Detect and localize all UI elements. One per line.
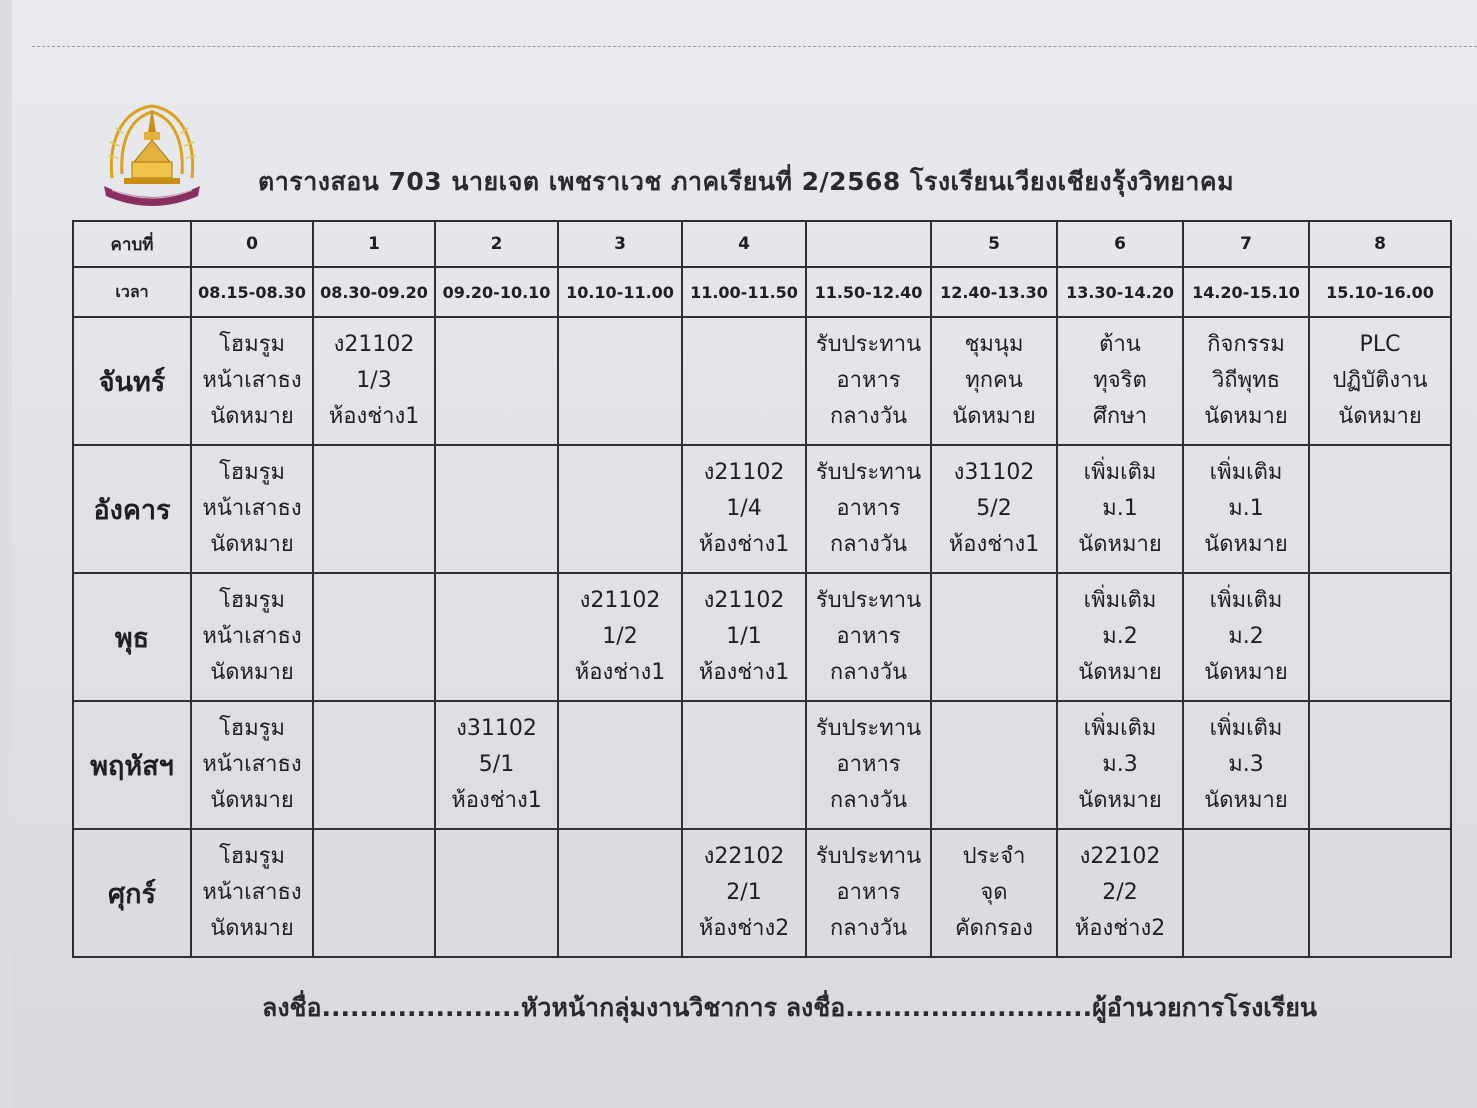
time-slot: 10.10-11.00 bbox=[558, 267, 682, 317]
cell-line: ห้องช่าง1 bbox=[451, 788, 542, 813]
cell-line: เพิ่มเติม bbox=[1083, 716, 1157, 741]
period-number: 7 bbox=[1183, 221, 1309, 267]
cell-line: กลางวัน bbox=[829, 788, 908, 813]
schedule-cell bbox=[682, 829, 806, 957]
cell-line: ง22102 bbox=[703, 844, 785, 869]
cell-line: 5/1 bbox=[478, 752, 515, 777]
schedule-cell bbox=[1183, 445, 1309, 573]
cell-line: นัดหมาย bbox=[952, 404, 1036, 429]
schedule-cell bbox=[313, 573, 435, 701]
cell-line: รับประทาน bbox=[815, 332, 922, 357]
schedule-cell bbox=[191, 829, 313, 957]
cell-line: นัดหมาย bbox=[1078, 788, 1162, 813]
cell-line: เพิ่มเติม bbox=[1209, 460, 1283, 485]
day-label: จันทร์ bbox=[73, 317, 191, 445]
schedule-cell bbox=[558, 317, 682, 445]
cell-line: หน้าเสาธง bbox=[202, 880, 302, 905]
schedule-cell bbox=[435, 701, 558, 829]
school-emblem-icon bbox=[94, 98, 210, 214]
schedule-cell bbox=[806, 317, 931, 445]
cell-line: นัดหมาย bbox=[1338, 404, 1422, 429]
cell-line: ห้องช่าง1 bbox=[698, 532, 790, 557]
cell-line: โฮมรูม bbox=[218, 588, 286, 613]
cell-line: เพิ่มเติม bbox=[1209, 588, 1283, 613]
cell-line: เพิ่มเติม bbox=[1083, 460, 1157, 485]
schedule-cell bbox=[931, 445, 1057, 573]
schedule-cell bbox=[682, 701, 806, 829]
cell-line: 1/1 bbox=[726, 624, 762, 649]
schedule-cell bbox=[1183, 701, 1309, 829]
cell-line: ทุกคน bbox=[965, 368, 1023, 393]
cell-line: ห้องช่าง1 bbox=[948, 532, 1040, 557]
cell-line: ง21102 bbox=[703, 460, 785, 485]
period-number: 4 bbox=[682, 221, 806, 267]
cell-line: ห้องช่าง1 bbox=[698, 660, 790, 685]
cell-line: กลางวัน bbox=[829, 404, 908, 429]
cell-line: โฮมรูม bbox=[218, 460, 286, 485]
cell-line: นัดหมาย bbox=[210, 404, 294, 429]
cell-line: ชุมนุม bbox=[964, 332, 1024, 357]
period-number: 3 bbox=[558, 221, 682, 267]
time-slot: 14.20-15.10 bbox=[1183, 267, 1309, 317]
cell-line: เพิ่มเติม bbox=[1209, 716, 1283, 741]
cell-line: 1/3 bbox=[356, 368, 392, 393]
signature-line: ลงชื่อ.....................หัวหน้ากลุ่มงานวิชาการ ลงชื่อ..........................ผู้อำนวยการโรงเรียน bbox=[262, 993, 1317, 1022]
cell-line: โฮมรูม bbox=[218, 844, 286, 869]
day-row bbox=[73, 829, 1451, 957]
schedule-cell bbox=[682, 573, 806, 701]
cell-line: หน้าเสาธง bbox=[202, 368, 302, 393]
cell-line: ม.1 bbox=[1228, 496, 1264, 521]
cell-line: ม.2 bbox=[1102, 624, 1138, 649]
schedule-cell bbox=[931, 317, 1057, 445]
period-number: 6 bbox=[1057, 221, 1183, 267]
schedule-cell bbox=[558, 829, 682, 957]
cell-line: นัดหมาย bbox=[210, 788, 294, 813]
cell-line: ประจำ bbox=[962, 844, 1026, 869]
period-label: คาบที่ bbox=[73, 221, 191, 267]
cell-line: รับประทาน bbox=[815, 716, 922, 741]
schedule-cell bbox=[682, 445, 806, 573]
cell-line: ม.3 bbox=[1102, 752, 1138, 777]
day-label: อังคาร bbox=[73, 445, 191, 573]
cell-line: 5/2 bbox=[976, 496, 1012, 521]
schedule-cell bbox=[435, 829, 558, 957]
cell-line: 2/1 bbox=[726, 880, 762, 905]
cell-line: หน้าเสาธง bbox=[202, 496, 302, 521]
cell-line: รับประทาน bbox=[815, 588, 922, 613]
schedule-cell bbox=[558, 445, 682, 573]
cell-line: รับประทาน bbox=[815, 460, 922, 485]
schedule-cell bbox=[313, 701, 435, 829]
dashed-cut-line bbox=[32, 46, 1477, 47]
cell-line: 2/2 bbox=[1102, 880, 1138, 905]
time-slot: 11.00-11.50 bbox=[682, 267, 806, 317]
cell-line: นัดหมาย bbox=[1204, 788, 1288, 813]
day-row bbox=[73, 573, 1451, 701]
day-label: ศุกร์ bbox=[73, 829, 191, 957]
cell-line: อาหาร bbox=[836, 880, 901, 905]
cell-line: นัดหมาย bbox=[210, 916, 294, 941]
schedule-cell bbox=[313, 445, 435, 573]
schedule-cell bbox=[1057, 317, 1183, 445]
time-label: เวลา bbox=[73, 267, 191, 317]
time-slot: 09.20-10.10 bbox=[435, 267, 558, 317]
cell-line: นัดหมาย bbox=[1204, 660, 1288, 685]
schedule-cell bbox=[558, 701, 682, 829]
schedule-cell bbox=[435, 573, 558, 701]
day-row bbox=[73, 701, 1451, 829]
time-row bbox=[73, 267, 1451, 317]
schedule-cell bbox=[1057, 445, 1183, 573]
schedule-cell bbox=[1309, 573, 1451, 701]
period-number: 1 bbox=[313, 221, 435, 267]
schedule-cell bbox=[191, 701, 313, 829]
cell-line: จุด bbox=[980, 880, 1008, 905]
cell-line: โฮมรูม bbox=[218, 716, 286, 741]
cell-line: กิจกรรม bbox=[1207, 332, 1285, 357]
schedule-cell bbox=[806, 829, 931, 957]
cell-line: 1/4 bbox=[726, 496, 762, 521]
cell-line: ห้องช่าง2 bbox=[1074, 916, 1166, 941]
time-slot: 08.30-09.20 bbox=[313, 267, 435, 317]
cell-line: ง21102 bbox=[333, 332, 415, 357]
schedule-cell bbox=[806, 573, 931, 701]
schedule-cell bbox=[931, 573, 1057, 701]
cell-line: หน้าเสาธง bbox=[202, 624, 302, 649]
schedule-cell bbox=[1183, 317, 1309, 445]
day-label: พุธ bbox=[73, 573, 191, 701]
cell-line: อาหาร bbox=[836, 624, 901, 649]
cell-line: ห้องช่าง1 bbox=[328, 404, 420, 429]
cell-line: 1/2 bbox=[602, 624, 638, 649]
cell-line: กลางวัน bbox=[829, 916, 908, 941]
schedule-cell bbox=[558, 573, 682, 701]
schedule-cell bbox=[806, 701, 931, 829]
cell-line: ห้องช่าง2 bbox=[698, 916, 790, 941]
time-slot: 11.50-12.40 bbox=[806, 267, 931, 317]
schedule-cell bbox=[1057, 701, 1183, 829]
cell-line: ง21102 bbox=[579, 588, 661, 613]
schedule-cell bbox=[191, 317, 313, 445]
schedule-cell bbox=[1309, 317, 1451, 445]
schedule-cell bbox=[1183, 829, 1309, 957]
schedule-cell bbox=[1183, 573, 1309, 701]
cell-line: นัดหมาย bbox=[1204, 532, 1288, 557]
schedule-cell bbox=[806, 445, 931, 573]
schedule-cell bbox=[191, 445, 313, 573]
cell-line: เพิ่มเติม bbox=[1083, 588, 1157, 613]
time-slot: 13.30-14.20 bbox=[1057, 267, 1183, 317]
schedule-cell bbox=[435, 445, 558, 573]
day-label: พฤหัสฯ bbox=[73, 701, 191, 829]
period-number: 5 bbox=[931, 221, 1057, 267]
period-header-row bbox=[73, 221, 1451, 267]
day-row bbox=[73, 445, 1451, 573]
cell-line: ง31102 bbox=[456, 716, 537, 741]
schedule-cell bbox=[191, 573, 313, 701]
cell-line: ทุจริต bbox=[1093, 368, 1147, 393]
schedule-cell bbox=[682, 317, 806, 445]
cell-line: รับประทาน bbox=[815, 844, 922, 869]
cell-line: ศึกษา bbox=[1092, 404, 1148, 429]
cell-line: นัดหมาย bbox=[1078, 532, 1162, 557]
cell-line: คัดกรอง bbox=[954, 916, 1034, 941]
cell-line: โฮมรูม bbox=[218, 332, 286, 357]
cell-line: อาหาร bbox=[836, 496, 901, 521]
cell-line: ง22102 bbox=[1079, 844, 1161, 869]
schedule-cell bbox=[435, 317, 558, 445]
schedule-cell bbox=[313, 829, 435, 957]
day-row bbox=[73, 317, 1451, 445]
time-slot: 08.15-08.30 bbox=[191, 267, 313, 317]
cell-line: หน้าเสาธง bbox=[202, 752, 302, 777]
cell-line: PLC bbox=[1359, 332, 1401, 357]
cell-line: ม.1 bbox=[1102, 496, 1138, 521]
schedule-cell bbox=[1309, 829, 1451, 957]
schedule-cell bbox=[931, 701, 1057, 829]
cell-line: ปฏิบัติงาน bbox=[1332, 368, 1428, 393]
cell-line: วิถีพุทธ bbox=[1211, 368, 1281, 393]
schedule-cell bbox=[931, 829, 1057, 957]
cell-line: อาหาร bbox=[836, 368, 901, 393]
cell-line: ง31102 bbox=[953, 460, 1035, 485]
cell-line: กลางวัน bbox=[829, 660, 908, 685]
cell-line: ต้าน bbox=[1099, 332, 1141, 357]
schedule-cell bbox=[1309, 445, 1451, 573]
page-title: ตารางสอน 703 นายเจต เพชราเวช ภาคเรียนที่ 2/2568 โรงเรียนเวียงเชียงรุ้งวิทยาคม bbox=[258, 167, 1235, 196]
schedule-cell bbox=[1057, 829, 1183, 957]
cell-line: อาหาร bbox=[836, 752, 901, 777]
cell-line: นัดหมาย bbox=[210, 660, 294, 685]
schedule-cell bbox=[1057, 573, 1183, 701]
cell-line: นัดหมาย bbox=[210, 532, 294, 557]
cell-line: นัดหมาย bbox=[1204, 404, 1288, 429]
cell-line: ม.3 bbox=[1228, 752, 1264, 777]
period-number: 0 bbox=[191, 221, 313, 267]
time-slot: 15.10-16.00 bbox=[1309, 267, 1451, 317]
period-number: 2 bbox=[435, 221, 558, 267]
period-number: 8 bbox=[1309, 221, 1451, 267]
period-number bbox=[806, 221, 931, 267]
schedule-cell bbox=[1309, 701, 1451, 829]
schedule-cell bbox=[313, 317, 435, 445]
cell-line: ง21102 bbox=[703, 588, 785, 613]
timetable bbox=[72, 220, 1452, 958]
time-slot: 12.40-13.30 bbox=[931, 267, 1057, 317]
cell-line: นัดหมาย bbox=[1078, 660, 1162, 685]
cell-line: กลางวัน bbox=[829, 532, 908, 557]
cell-line: ม.2 bbox=[1228, 624, 1264, 649]
cell-line: ห้องช่าง1 bbox=[574, 660, 666, 685]
